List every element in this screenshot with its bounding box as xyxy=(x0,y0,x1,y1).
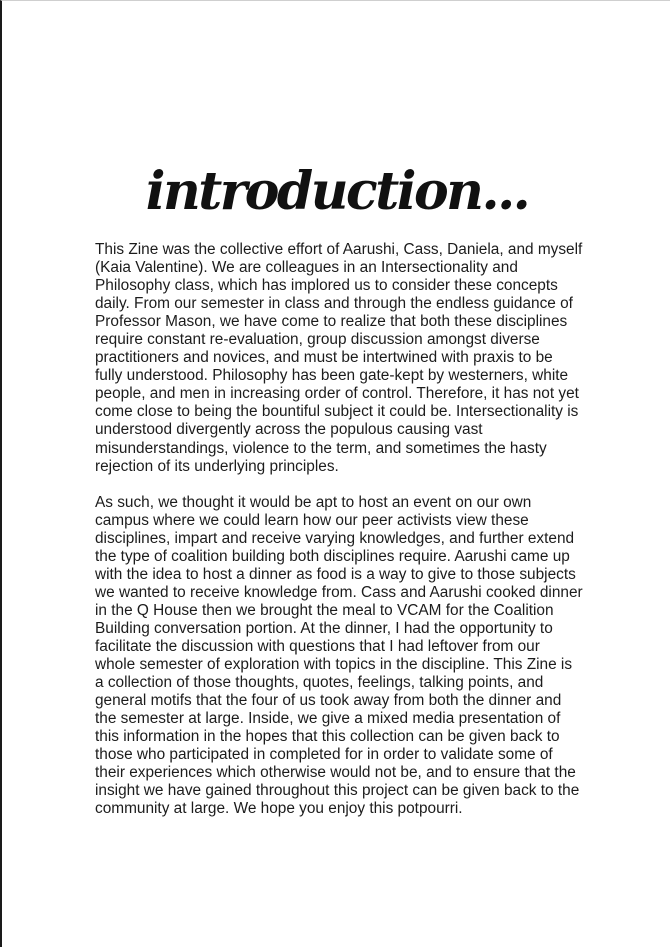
body-text xyxy=(95,241,583,818)
paragraph-2: As such, we thought it would be apt to host an event on our own campus where we could learn how our peer activists view these disciplines, impart and receive varying knowledges, and further extend the type of coalition building both disciplines require. Aarushi came up with the idea to host a dinner as food is a way to give to those subjects we wanted to receive knowledge from. Cass and Aarushi cooked dinner in the Q House then we brought the meal to VCAM for the Coalition Building conversation portion. At the dinner, I had the opportunity to facilitate the discussion with questions that I had leftover from our whole semester of exploration with topics in the discipline. This Zine is a collection of those thoughts, quotes, feelings, talking points, and general motifs that the four of us took away from both the dinner and the semester at large. Inside, we give a mixed media presentation of this information in the hopes that this collection can be given back to those who participated in completed for in order to validate some of their experiences which otherwise would not be, and to ensure that the insight we have gained throughout this project can be given back to the community at large. We hope you enjoy this potpourri. xyxy=(95,493,583,818)
paragraph-gap xyxy=(95,476,583,494)
paragraph-1: This Zine was the collective effort of Aarushi, Cass, Daniela, and myself (Kaia Valentine). We are colleagues in an Intersectionality and Philosophy class, which has implored us to consider these concepts daily. From our semester in class and through the endless guidance of Professor Mason, we have come to realize that both these disciplines require constant re-evaluation, group discussion amongst diverse practitioners and novices, and must be intertwined with praxis to be fully understood. Philosophy has been gate-kept by westerners, white people, and men in increasing order of control. Therefore, it has not yet come close to being the bountiful subject it could be. Intersectionality is understood divergently across the populous causing vast misunderstandings, violence to the term, and sometimes the hasty rejection of its underlying principles. xyxy=(95,241,583,475)
page-title: introduction... xyxy=(145,161,529,222)
